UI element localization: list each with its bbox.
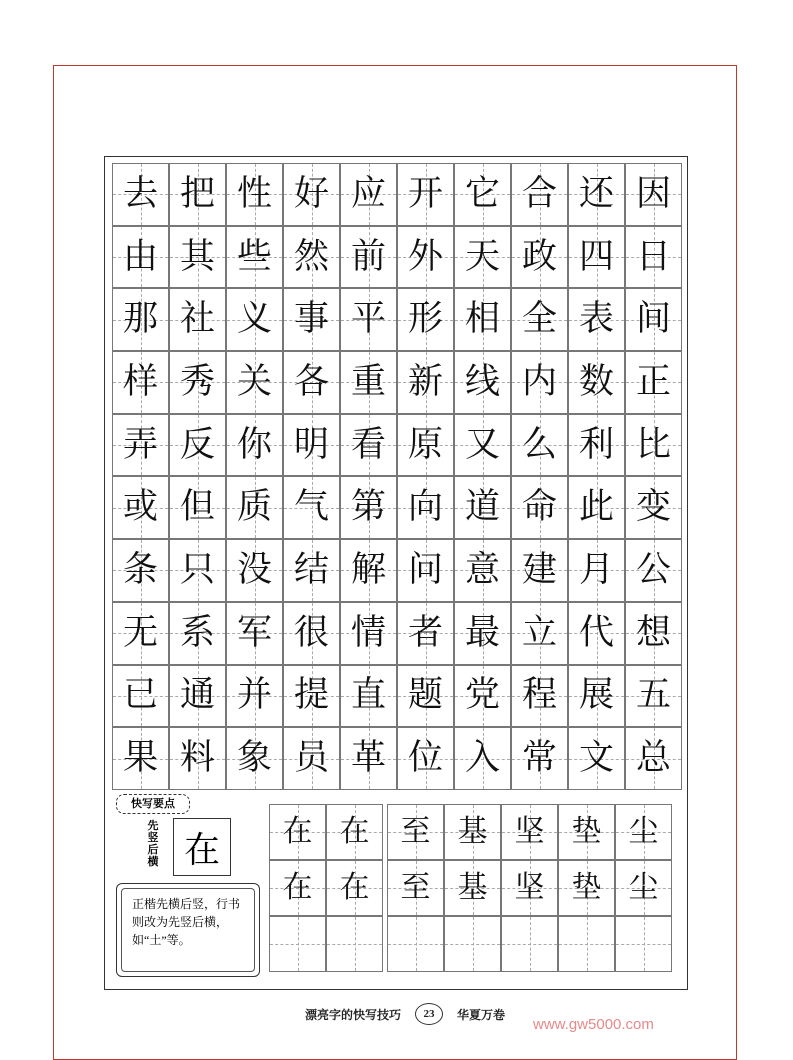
grid-cell xyxy=(511,476,568,539)
footer-title: 漂亮字的快写技巧 xyxy=(304,1007,401,1022)
grid-character: 解 xyxy=(350,549,386,590)
practice-grid-a xyxy=(269,804,383,972)
grid-character: 还 xyxy=(578,173,614,214)
grid-cell xyxy=(615,804,672,860)
grid-character: 者 xyxy=(407,612,443,653)
grid-character: 并 xyxy=(236,675,272,716)
grid-cell xyxy=(511,727,568,790)
grid-cell xyxy=(226,665,283,728)
grid-character: 建 xyxy=(521,549,557,590)
grid-character: 意 xyxy=(464,549,500,590)
grid-character: 条 xyxy=(122,549,158,590)
grid-cell xyxy=(112,163,169,226)
grid-character: 果 xyxy=(122,738,158,779)
grid-cell xyxy=(397,414,454,477)
grid-cell xyxy=(625,602,682,665)
grid-character: 义 xyxy=(236,299,272,340)
grid-character: 五 xyxy=(635,675,671,716)
grid-character: 反 xyxy=(179,424,215,465)
grid-character: 象 xyxy=(236,738,272,779)
grid-cell xyxy=(625,414,682,477)
grid-cell xyxy=(397,665,454,728)
grid-cell xyxy=(568,539,625,602)
grid-character: 最 xyxy=(464,612,500,653)
grid-character: 明 xyxy=(293,424,329,465)
grid-cell xyxy=(454,351,511,414)
grid-cell xyxy=(169,665,226,728)
grid-cell xyxy=(283,665,340,728)
grid-cell xyxy=(454,602,511,665)
grid-character: 垫 xyxy=(571,814,602,849)
grid-character: 因 xyxy=(635,173,671,214)
grid-character: 展 xyxy=(578,675,614,716)
grid-cell xyxy=(340,351,397,414)
grid-character: 问 xyxy=(407,549,443,590)
grid-cell xyxy=(558,804,615,860)
page-number: 23 xyxy=(415,1003,443,1025)
grid-character: 关 xyxy=(236,361,272,402)
grid-character: 无 xyxy=(122,612,158,653)
grid-character: 情 xyxy=(350,612,386,653)
grid-cell xyxy=(454,226,511,289)
grid-character: 形 xyxy=(407,299,443,340)
grid-cell xyxy=(283,476,340,539)
grid-character: 结 xyxy=(293,549,329,590)
grid-character: 坚 xyxy=(514,870,545,905)
grid-character: 在 xyxy=(282,870,313,905)
grid-cell xyxy=(226,226,283,289)
grid-character: 些 xyxy=(236,236,272,277)
grid-cell xyxy=(511,288,568,351)
grid-cell xyxy=(340,727,397,790)
grid-character: 表 xyxy=(578,299,614,340)
grid-character: 月 xyxy=(578,549,614,590)
grid-character: 基 xyxy=(457,870,488,905)
grid-cell xyxy=(625,727,682,790)
grid-character: 质 xyxy=(236,487,272,528)
grid-character: 党 xyxy=(464,675,500,716)
grid-cell xyxy=(615,860,672,916)
grid-cell xyxy=(454,288,511,351)
grid-cell xyxy=(615,916,672,972)
grid-character: 或 xyxy=(122,487,158,528)
grid-cell xyxy=(454,414,511,477)
grid-character: 尘 xyxy=(628,870,659,905)
grid-character: 开 xyxy=(407,173,443,214)
grid-cell xyxy=(568,476,625,539)
grid-cell xyxy=(397,351,454,414)
grid-cell xyxy=(501,860,558,916)
grid-character: 垫 xyxy=(571,870,602,905)
grid-character: 应 xyxy=(350,173,386,214)
character-grid xyxy=(112,163,682,790)
grid-cell xyxy=(269,860,326,916)
grid-character: 秀 xyxy=(179,361,215,402)
grid-character: 好 xyxy=(293,173,329,214)
grid-character: 日 xyxy=(635,236,671,277)
grid-character: 四 xyxy=(578,236,614,277)
grid-character: 你 xyxy=(236,424,272,465)
grid-cell xyxy=(269,916,326,972)
grid-cell xyxy=(444,916,501,972)
page-footer xyxy=(255,1002,555,1026)
tip-note-box xyxy=(116,883,260,977)
grid-character: 员 xyxy=(293,738,329,779)
grid-character: 社 xyxy=(179,299,215,340)
tip-title: 快写要点 xyxy=(116,794,190,814)
grid-character: 只 xyxy=(179,549,215,590)
grid-character: 向 xyxy=(407,487,443,528)
grid-character: 然 xyxy=(293,236,329,277)
grid-character: 又 xyxy=(464,424,500,465)
grid-character: 入 xyxy=(464,738,500,779)
grid-cell xyxy=(511,414,568,477)
grid-cell xyxy=(112,226,169,289)
grid-cell xyxy=(625,665,682,728)
grid-cell xyxy=(169,163,226,226)
grid-cell xyxy=(169,476,226,539)
grid-cell xyxy=(511,351,568,414)
grid-cell xyxy=(568,665,625,728)
grid-cell xyxy=(454,665,511,728)
grid-character: 料 xyxy=(179,738,215,779)
grid-character: 去 xyxy=(122,173,158,214)
grid-cell xyxy=(340,163,397,226)
grid-cell xyxy=(169,727,226,790)
grid-cell xyxy=(340,288,397,351)
grid-cell xyxy=(568,226,625,289)
grid-cell xyxy=(283,163,340,226)
grid-cell xyxy=(112,414,169,477)
grid-cell xyxy=(387,804,444,860)
grid-character: 想 xyxy=(635,612,671,653)
grid-cell xyxy=(568,414,625,477)
grid-character: 变 xyxy=(635,487,671,528)
grid-character: 前 xyxy=(350,236,386,277)
grid-cell xyxy=(444,804,501,860)
grid-cell xyxy=(283,226,340,289)
grid-character: 合 xyxy=(521,173,557,214)
grid-cell xyxy=(568,602,625,665)
grid-character: 由 xyxy=(122,236,158,277)
grid-character: 公 xyxy=(635,549,671,590)
grid-cell xyxy=(326,860,383,916)
grid-cell xyxy=(454,476,511,539)
grid-cell xyxy=(226,288,283,351)
grid-cell xyxy=(226,727,283,790)
grid-character: 军 xyxy=(236,612,272,653)
grid-cell xyxy=(511,163,568,226)
grid-cell xyxy=(112,665,169,728)
grid-character: 此 xyxy=(578,487,614,528)
grid-cell xyxy=(511,665,568,728)
grid-cell xyxy=(511,602,568,665)
grid-cell xyxy=(568,351,625,414)
grid-character: 天 xyxy=(464,236,500,277)
tip-example-char: 在 xyxy=(183,829,220,871)
grid-cell xyxy=(558,916,615,972)
grid-character: 革 xyxy=(350,738,386,779)
grid-cell xyxy=(226,539,283,602)
grid-cell xyxy=(340,414,397,477)
grid-character: 样 xyxy=(122,361,158,402)
grid-character: 尘 xyxy=(628,814,659,849)
grid-character: 间 xyxy=(635,299,671,340)
grid-character: 气 xyxy=(293,487,329,528)
grid-character: 在 xyxy=(339,814,370,849)
grid-cell xyxy=(511,226,568,289)
grid-character: 事 xyxy=(293,299,329,340)
grid-character: 通 xyxy=(179,675,215,716)
grid-cell xyxy=(387,860,444,916)
grid-cell xyxy=(568,163,625,226)
grid-cell xyxy=(444,860,501,916)
grid-cell xyxy=(397,476,454,539)
grid-character: 原 xyxy=(407,424,443,465)
grid-cell xyxy=(340,539,397,602)
grid-character: 重 xyxy=(350,361,386,402)
grid-cell xyxy=(501,804,558,860)
grid-cell xyxy=(283,539,340,602)
grid-cell xyxy=(397,226,454,289)
grid-character: 常 xyxy=(521,738,557,779)
grid-cell xyxy=(454,539,511,602)
grid-character: 在 xyxy=(339,870,370,905)
grid-character: 第 xyxy=(350,487,386,528)
grid-character: 位 xyxy=(407,738,443,779)
grid-cell xyxy=(340,476,397,539)
grid-character: 在 xyxy=(282,814,313,849)
grid-cell xyxy=(625,163,682,226)
tip-note-text: 正楷先横后竖，行书则改为先竖后横，如“土”等。 xyxy=(121,888,255,972)
grid-cell xyxy=(340,226,397,289)
grid-character: 道 xyxy=(464,487,500,528)
grid-character: 已 xyxy=(122,675,158,716)
grid-character: 平 xyxy=(350,299,386,340)
grid-cell xyxy=(283,727,340,790)
grid-character: 相 xyxy=(464,299,500,340)
grid-character: 性 xyxy=(236,173,272,214)
grid-cell xyxy=(112,602,169,665)
grid-cell xyxy=(501,916,558,972)
grid-character: 新 xyxy=(407,361,443,402)
grid-character: 其 xyxy=(179,236,215,277)
tip-example-box xyxy=(173,818,231,876)
grid-character: 总 xyxy=(635,738,671,779)
grid-character: 但 xyxy=(179,487,215,528)
grid-cell xyxy=(169,226,226,289)
grid-cell xyxy=(326,916,383,972)
grid-character: 线 xyxy=(464,361,500,402)
grid-cell xyxy=(112,288,169,351)
grid-character: 很 xyxy=(293,612,329,653)
grid-character: 么 xyxy=(521,424,557,465)
grid-cell xyxy=(511,539,568,602)
grid-character: 它 xyxy=(464,173,500,214)
grid-character: 看 xyxy=(350,424,386,465)
grid-character: 直 xyxy=(350,675,386,716)
grid-cell xyxy=(397,539,454,602)
grid-cell xyxy=(558,860,615,916)
grid-character: 外 xyxy=(407,236,443,277)
grid-cell xyxy=(226,414,283,477)
grid-cell xyxy=(340,602,397,665)
grid-cell xyxy=(169,539,226,602)
grid-cell xyxy=(169,602,226,665)
grid-cell xyxy=(112,476,169,539)
grid-character: 至 xyxy=(400,870,431,905)
grid-character: 基 xyxy=(457,814,488,849)
footer-publisher: 华夏万卷 xyxy=(457,1007,506,1022)
grid-cell xyxy=(112,351,169,414)
grid-cell xyxy=(340,665,397,728)
grid-character: 正 xyxy=(635,361,671,402)
grid-cell xyxy=(397,602,454,665)
watermark: www.gw5000.com xyxy=(533,1016,654,1033)
grid-cell xyxy=(625,288,682,351)
grid-cell xyxy=(397,727,454,790)
grid-character: 文 xyxy=(578,738,614,779)
grid-cell xyxy=(283,351,340,414)
grid-cell xyxy=(625,476,682,539)
grid-character: 没 xyxy=(236,549,272,590)
grid-character: 全 xyxy=(521,299,557,340)
grid-character: 立 xyxy=(521,612,557,653)
grid-cell xyxy=(625,226,682,289)
grid-cell xyxy=(169,288,226,351)
practice-grid-b xyxy=(387,804,672,972)
grid-cell xyxy=(226,163,283,226)
grid-cell xyxy=(387,916,444,972)
grid-cell xyxy=(625,539,682,602)
grid-character: 至 xyxy=(400,814,431,849)
grid-character: 提 xyxy=(293,675,329,716)
grid-character: 代 xyxy=(578,612,614,653)
grid-cell xyxy=(283,414,340,477)
grid-cell xyxy=(269,804,326,860)
grid-character: 程 xyxy=(521,675,557,716)
grid-character: 系 xyxy=(179,612,215,653)
grid-cell xyxy=(568,288,625,351)
grid-character: 弄 xyxy=(122,424,158,465)
grid-cell xyxy=(625,351,682,414)
grid-cell xyxy=(326,804,383,860)
grid-cell xyxy=(397,163,454,226)
grid-character: 比 xyxy=(635,424,671,465)
grid-character: 那 xyxy=(122,299,158,340)
grid-character: 政 xyxy=(521,236,557,277)
grid-character: 把 xyxy=(179,173,215,214)
grid-character: 坚 xyxy=(514,814,545,849)
grid-cell xyxy=(169,414,226,477)
grid-cell xyxy=(169,351,226,414)
grid-character: 数 xyxy=(578,361,614,402)
grid-cell xyxy=(226,602,283,665)
grid-character: 命 xyxy=(521,487,557,528)
grid-character: 利 xyxy=(578,424,614,465)
grid-cell xyxy=(283,602,340,665)
grid-character: 题 xyxy=(407,675,443,716)
grid-character: 各 xyxy=(293,361,329,402)
grid-cell xyxy=(226,476,283,539)
grid-character: 内 xyxy=(521,361,557,402)
grid-cell xyxy=(397,288,454,351)
grid-cell xyxy=(112,539,169,602)
grid-cell xyxy=(454,163,511,226)
grid-cell xyxy=(112,727,169,790)
grid-cell xyxy=(454,727,511,790)
grid-cell xyxy=(568,727,625,790)
grid-cell xyxy=(283,288,340,351)
grid-cell xyxy=(226,351,283,414)
tip-label: 先竖后横 xyxy=(147,820,159,868)
